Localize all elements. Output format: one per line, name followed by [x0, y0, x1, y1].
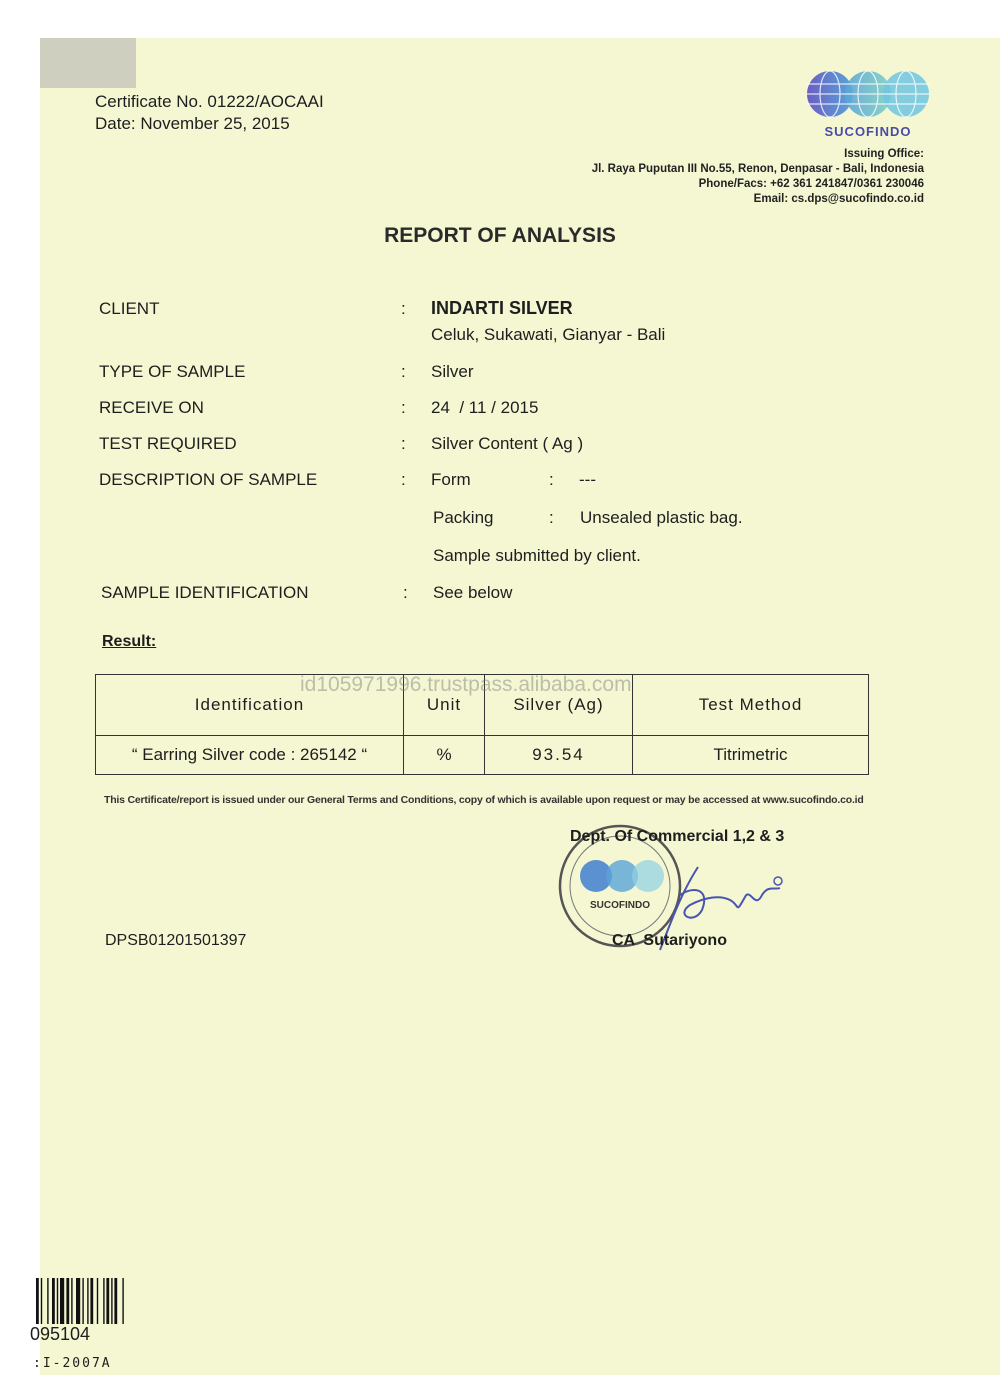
barcode-bar — [87, 1278, 88, 1324]
barcode-bar — [111, 1278, 112, 1324]
barcode-bar — [36, 1278, 39, 1324]
barcode-bar — [106, 1278, 109, 1324]
office-label: Issuing Office: — [844, 148, 924, 160]
barcode-bar — [103, 1278, 104, 1324]
packing-label: Packing — [433, 508, 494, 527]
certificate-date: Date: November 25, 2015 — [95, 114, 290, 133]
report-title: REPORT OF ANALYSIS — [384, 224, 616, 247]
colon: : — [401, 362, 406, 381]
submitted-note: Sample submitted by client. — [433, 546, 641, 565]
office-address: Jl. Raya Puputan III No.55, Renon, Denpasar - Bali, Indonesia — [591, 163, 924, 175]
barcode-number: 095104 — [30, 1324, 91, 1344]
packing-value: Unsealed plastic bag. — [580, 508, 743, 527]
department: Dept. Of Commercial 1,2 & 3 — [570, 828, 785, 845]
type-value: Silver — [431, 362, 474, 381]
certificate-number: Certificate No. 01222/AOCAAI — [95, 92, 324, 111]
office-email: Email: cs.dps@sucofindo.co.id — [753, 193, 924, 205]
client-address: Celuk, Sukawati, Gianyar - Bali — [431, 325, 666, 344]
barcode-bar — [90, 1278, 93, 1324]
identification-value: See below — [433, 583, 513, 602]
barcode-bar — [114, 1278, 117, 1324]
receive-value: 24 / 11 / 2015 — [431, 398, 539, 417]
colon: : — [549, 508, 554, 527]
logo-text: SUCOFINDO — [824, 124, 912, 139]
barcode-bar — [122, 1278, 123, 1324]
office-phone: Phone/Facs: +62 361 241847/0361 230046 — [698, 178, 924, 190]
barcode-bar — [57, 1278, 58, 1324]
document-number: DPSB01201501397 — [105, 932, 247, 949]
barcode-bar — [66, 1278, 69, 1324]
form-code: :I-2007A — [33, 1356, 112, 1371]
form-label: Form — [431, 470, 471, 489]
barcode-bar — [52, 1278, 55, 1324]
colon: : — [401, 434, 406, 453]
colon: : — [403, 583, 408, 602]
description-label: DESCRIPTION OF SAMPLE — [99, 470, 318, 489]
barcode-bar — [60, 1278, 64, 1324]
barcode-icon — [36, 1278, 156, 1324]
barcode-bar — [71, 1278, 72, 1324]
table-cell: % — [404, 736, 485, 775]
table-cell: “ Earring Silver code : 265142 “ — [96, 736, 404, 775]
client-label: CLIENT — [99, 299, 160, 318]
barcode-bar — [41, 1278, 42, 1324]
terms-note: This Certificate/report is issued under our General Terms and Conditions, copy of which is available upon request or may be accessed at www.sucofindo.co.id — [104, 794, 864, 806]
column-header: Unit — [404, 675, 485, 736]
colon: : — [549, 470, 554, 489]
signer-name: CA Sutariyono — [612, 932, 727, 949]
stamp-text: SUCOFINDO — [590, 900, 650, 911]
colon: : — [401, 299, 406, 318]
table-header-row — [96, 675, 869, 736]
scan-artifact — [40, 38, 136, 88]
table-cell: 93.54 — [485, 736, 633, 775]
colon: : — [401, 398, 406, 417]
barcode-bar — [82, 1278, 83, 1324]
watermark: id105971996.trustpass.alibaba.com — [300, 673, 632, 696]
test-value: Silver Content ( Ag ) — [431, 434, 584, 453]
table-cell: Titrimetric — [633, 736, 869, 775]
column-header: Test Method — [633, 675, 869, 736]
result-table — [95, 674, 869, 775]
table-row — [96, 736, 869, 775]
colon: : — [401, 470, 406, 489]
barcode-bar — [97, 1278, 98, 1324]
result-heading: Result: — [102, 633, 157, 650]
identification-label: SAMPLE IDENTIFICATION — [101, 583, 309, 602]
sucofindo-globe-logo-icon — [806, 64, 930, 128]
column-header: Identification — [96, 675, 404, 736]
form-value: --- — [579, 470, 596, 489]
barcode-bar — [76, 1278, 80, 1324]
receive-label: RECEIVE ON — [99, 398, 204, 417]
test-label: TEST REQUIRED — [99, 434, 237, 453]
barcode-bar — [47, 1278, 48, 1324]
column-header: Silver (Ag) — [485, 675, 633, 736]
client-name: INDARTI SILVER — [431, 298, 573, 318]
type-label: TYPE OF SAMPLE — [99, 362, 246, 381]
